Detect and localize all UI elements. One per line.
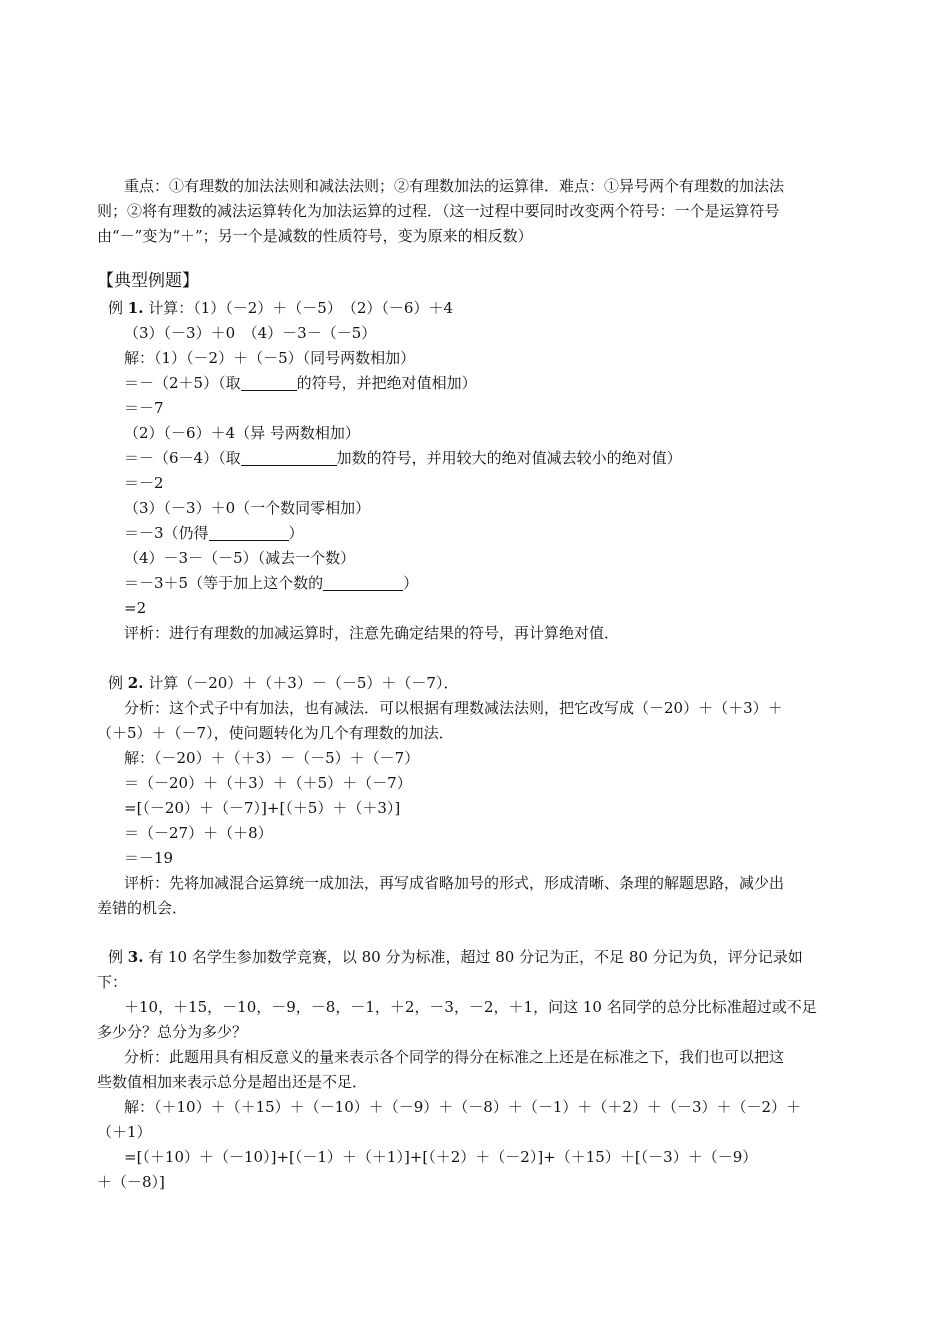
solution-line: ＝－19 bbox=[124, 849, 174, 867]
solution-text: 加数的符号，并用较大的绝对值减去较小的绝对值） bbox=[336, 449, 682, 467]
solution-line bbox=[124, 371, 888, 396]
analysis-line: 分析：此题用具有相反意义的量来表示各个同学的得分在标准之上还是在标准之下，我们也可以把这 bbox=[124, 1048, 785, 1066]
example-1-question bbox=[108, 296, 872, 321]
solution-line: ＝（－20）＋（＋3）＋（＋5）＋（－7） bbox=[124, 774, 412, 792]
example-number: 2. bbox=[127, 674, 144, 692]
solution-line: （2）（－6）＋4（异 号两数相加） bbox=[124, 424, 360, 442]
example-number: 3. bbox=[127, 948, 144, 966]
data-line: ＋10，＋15，－10，－9，－8，－1，＋2，－3，－2，＋1，问这 10 名同学的总分比标准超过或不足 bbox=[124, 998, 817, 1016]
intro-line: 由“－”变为“＋”；另一个是减数的性质符号，变为原来的相反数） bbox=[97, 227, 533, 245]
example-question-text: 计算：（1）（－2）＋（－5） （2）（－6）＋4 bbox=[143, 299, 453, 317]
example-label: 例 bbox=[108, 674, 128, 692]
example-1-question-line: （3）（－3）＋0 （4）－3－（－5） bbox=[124, 324, 377, 342]
solution-line: 解：（1）（－2）＋（－5）（同号两数相加） bbox=[124, 349, 416, 367]
intro-line: 则；②将有理数的减法运算转化为加法运算的过程．（这一过程中要同时改变两个符号：一个是运算符号 bbox=[97, 202, 780, 220]
solution-line: （3）（－3）＋0（一个数同零相加） bbox=[124, 499, 371, 517]
solution-line: ＝（－27）＋（＋8） bbox=[124, 824, 273, 842]
solution-text: ＝－（2＋5）（取 bbox=[124, 374, 241, 392]
solution-text: ＝－（6－4）（取 bbox=[124, 449, 241, 467]
analysis-line: 些数值相加来表示总分是超出还是不足． bbox=[97, 1073, 368, 1091]
solution-line bbox=[124, 571, 888, 596]
data-line: 多少分？总分为多少？ bbox=[97, 1023, 248, 1041]
solution-line bbox=[124, 521, 888, 546]
intro-line: 重点：①有理数的加法法则和减法法则；②有理数加法的运算律．难点：①异号两个有理数的加法法 bbox=[124, 177, 785, 195]
solution-text: ＝－3（仍得 bbox=[124, 524, 209, 542]
example-comment: 评析：先将加减混合运算统一成加法，再写成省略加号的形式，形成清晰、条理的解题思路，减少出 bbox=[124, 874, 785, 892]
solution-line: 解：（＋10）＋（＋15）＋（－10）＋（－9）＋（－8）＋（－1）＋（＋2）＋（－3）＋（－2）＋ bbox=[124, 1098, 802, 1116]
example-question-text: 计算（－20）＋（＋3）－（－5）＋（－7）． bbox=[143, 674, 459, 692]
example-number: 1. bbox=[127, 299, 144, 317]
solution-line bbox=[124, 446, 888, 471]
solution-line: ＝－2 bbox=[124, 474, 164, 492]
analysis-line: 分析：这个式子中有加法，也有减法．可以根据有理数减法法则，把它改写成（－20）＋（＋3）＋ bbox=[124, 699, 783, 717]
solution-line: ＋（－8）] bbox=[97, 1173, 165, 1191]
fill-blank bbox=[323, 574, 403, 591]
example-comment: 差错的机会． bbox=[97, 899, 188, 917]
solution-line: ＝－7 bbox=[124, 399, 164, 417]
solution-line: =[（＋10）＋（－10）]+[（－1）＋（＋1）]+[（＋2）＋（－2）]+（＋15）＋[（－3）＋（－9） bbox=[124, 1148, 758, 1166]
analysis-line: （＋5）＋（－7），使问题转化为几个有理数的加法． bbox=[97, 724, 454, 742]
solution-line: =[（－20）＋（－7）]+[（＋5）＋（＋3）] bbox=[124, 799, 401, 817]
solution-text: ＝－3＋5（等于加上这个数的 bbox=[124, 574, 324, 592]
example-comment: 评析：进行有理数的加减运算时，注意先确定结果的符号，再计算绝对值． bbox=[124, 624, 620, 642]
fill-blank bbox=[241, 449, 337, 466]
solution-line: 解：（－20）＋（＋3）－（－5）＋（－7） bbox=[124, 749, 420, 767]
fill-blank bbox=[241, 374, 297, 391]
solution-text: ） bbox=[403, 574, 419, 592]
example-2-question bbox=[108, 671, 872, 696]
example-3-question bbox=[108, 945, 872, 970]
example-question-line: 下： bbox=[97, 973, 128, 991]
solution-line: =2 bbox=[124, 599, 147, 617]
example-label: 例 bbox=[108, 299, 128, 317]
solution-text: 的符号，并把绝对值相加） bbox=[296, 374, 477, 392]
example-question-text: 有 10 名学生参加数学竞赛，以 80 分为标准，超过 80 分记为正，不足 80 分记为负，评分记录如 bbox=[143, 948, 803, 966]
solution-line: （＋1） bbox=[97, 1123, 152, 1141]
fill-blank bbox=[209, 524, 289, 541]
solution-line: （4）－3－（－5）（减去一个数） bbox=[124, 549, 356, 567]
example-label: 例 bbox=[108, 948, 128, 966]
section-title: 【典型例题】 bbox=[97, 271, 199, 291]
solution-text: ） bbox=[288, 524, 304, 542]
